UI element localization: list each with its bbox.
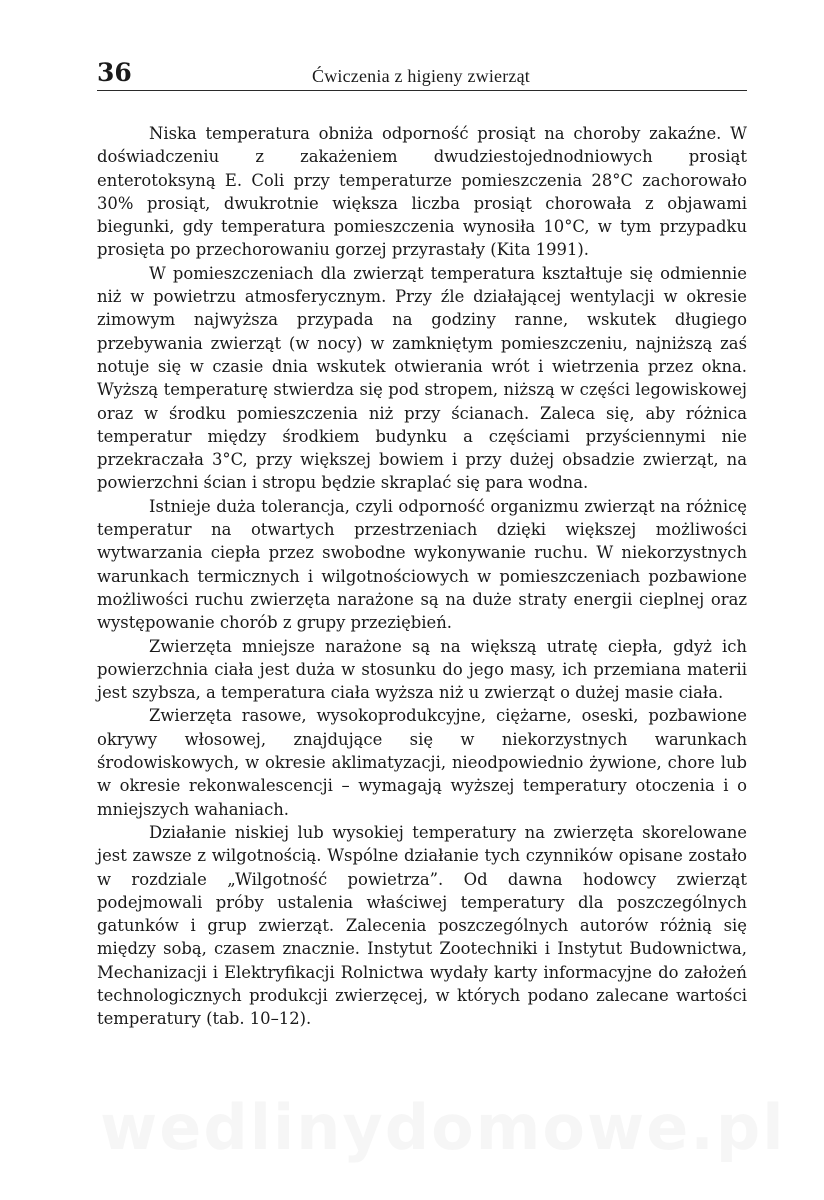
paragraph-1: Niska temperatura obniża odporność prosiąt na choroby zakaźne. W doświadczeniu z zakażeniem dwudziestojednodniowych prosiąt enterotoksyną E. Coli przy temperaturze pomieszczenia 28°C zachorowało 30% prosiąt, dwukrotnie większa liczba prosiąt chorowała z objawami biegunki, gdy temperatura pomieszczenia wynosiła 10°C, w tym przypadku prosięta po przechorowaniu gorzej przyrastały (Kita 1991). <box>97 124 747 260</box>
page-number: 36 <box>97 58 132 87</box>
paragraph-3: Istnieje duża tolerancja, czyli odporność organizmu zwierząt na różnicę temperatur na otwartych przestrzeniach dzięki większej możliwości wytwarzania ciepła przez swobodne wykonywanie ruchu. W niekorzystnych warunkach termicznych i wilgotnościowych w pomieszczeniach pozbawione możliwości ruchu zwierzęta narażone są na duże straty energii cieplnej oraz występowanie chorób z grupy przeziębień. <box>97 496 747 633</box>
paragraph-4: Zwierzęta mniejsze narażone są na większą utratę ciepła, gdyż ich powierzchnia ciała jest duża w stosunku do jego masy, ich przemiana materii jest szybsza, a temperatura ciała wyższa niż u zwierząt o dużej masie ciała. <box>97 636 747 703</box>
paragraph-2: W pomieszczeniach dla zwierząt temperatura kształtuje się odmiennie niż w powietrzu atmosferycznym. Przy źle działającej wentylacji w okresie zimowym najwyższa przypada na godziny ranne, wskutek długiego przebywania zwierząt (w nocy) w zamkniętym pomieszczeniu, najniższą zaś notuje się w czasie dnia wskutek otwierania wrót i wietrzenia przez okna. Wyższą temperaturę stwierdza się pod stropem, niższą w części legowiskowej oraz w środku pomieszczenia niż przy ścianach. Zaleca się, aby różnica temperatur między środkiem budynku a częściami przyściennymi nie przekraczała 3°C, przy większej bowiem i przy dużej obsadzie zwierząt, na powierzchni ścian i stropu będzie skraplać się para wodna. <box>97 263 747 493</box>
running-header <box>97 56 747 92</box>
watermark <box>100 1088 740 1168</box>
header-rule <box>97 90 747 91</box>
paragraph-6: Działanie niskiej lub wysokiej temperatury na zwierzęta skorelowane jest zawsze z wilgotnością. Wspólne działanie tych czynników opisane zostało w rozdziale „Wilgotność powietrza”. Od dawna hodowcy zwierząt podejmowali próby ustalenia właściwej temperatury dla poszczególnych gatunków i grup zwierząt. Zalecenia poszczególnych autorów różnią się między sobą, czasem znacznie. Instytut Zootechniki i Instytut Budownictwa, Mechanizacji i Elektryfikacji Rolnictwa wydały karty informacyjne do założeń technologicznych produkcji zwierzęcej, w których podano zalecane wartości temperatury (tab. 10–12). <box>97 822 747 1029</box>
paragraph-5: Zwierzęta rasowe, wysokoprodukcyjne, ciężarne, oseski, pozbawione okrywy włosowej, znajdujące się w niekorzystnych warunkach środowiskowych, w okresie aklimatyzacji, nieodpowiednio żywione, chore lub w okresie rekonwalescencji – wymagają wyższej temperatury otoczenia i o mniejszych wahaniach. <box>97 706 747 819</box>
body-text <box>97 122 747 1031</box>
running-title: Ćwiczenia z higieny zwierząt <box>312 66 530 86</box>
